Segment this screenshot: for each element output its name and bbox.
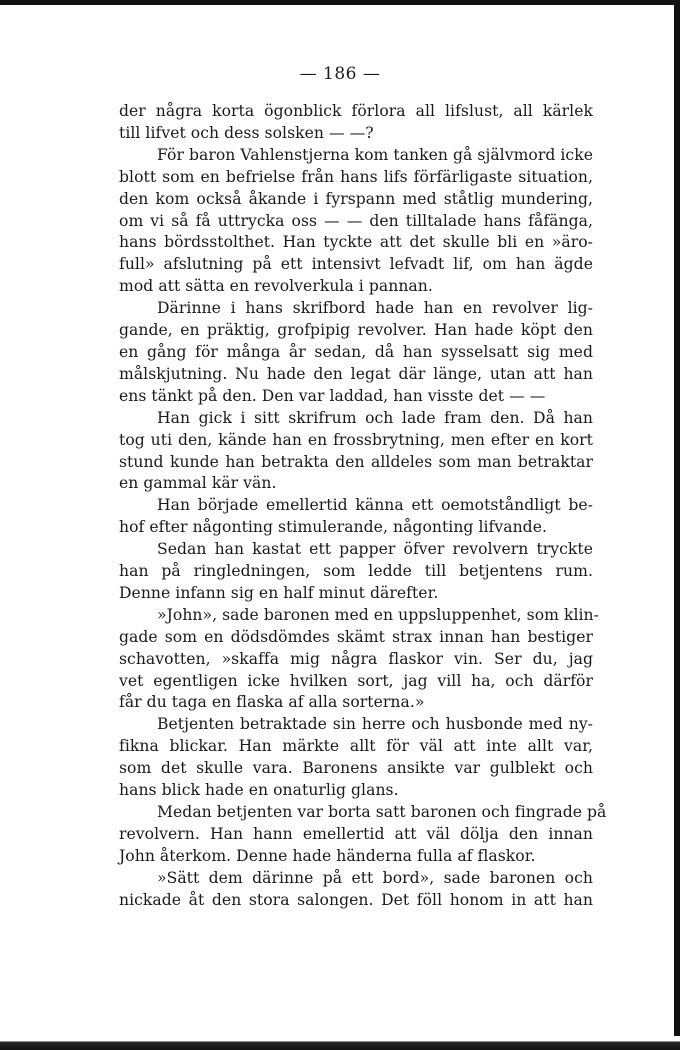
text-line: nickade åt den stora salongen. Det föll honom in att han — [119, 890, 593, 909]
paragraph — [119, 605, 599, 715]
text-line: hans blick hade en onaturlig glans. — [119, 781, 399, 800]
paragraph — [119, 714, 593, 802]
paragraph — [119, 802, 607, 868]
body-text — [119, 101, 607, 912]
page-number: — 186 — — [299, 64, 381, 84]
text-line: han på ringledningen, som ledde till betjentens rum. — [119, 562, 593, 581]
scan-border-bottom — [0, 1036, 680, 1050]
scan-border-right — [674, 0, 680, 1050]
text-line: »Sätt dem därinne på ett bord», sade baronen och — [157, 868, 593, 887]
text-line: der några korta ögonblick förlora all lifslust, all kärlek — [119, 102, 593, 120]
text-line: Han började emellertid känna ett oemotståndligt be- — [157, 496, 593, 515]
text-line: Han gick i sitt skrifrum och lade fram den. Då han — [157, 408, 593, 427]
text-line: till lifvet och dess solsken — —? — [119, 123, 374, 142]
text-line: mod att sätta en revolverkula i pannan. — [119, 277, 433, 296]
text-line: Sedan han kastat ett papper öfver revolvern tryckte — [157, 540, 593, 559]
text-line: Betjenten betraktade sin herre och husbonde med ny- — [157, 715, 593, 734]
paragraph — [119, 101, 593, 145]
text-line: målskjutning. Nu hade den legat där länge, utan att han — [119, 364, 593, 383]
scan-border-top — [0, 0, 680, 5]
paragraph — [119, 495, 593, 539]
text-line: hans bördsstolthet. Han tyckte att det skulle bli en »äro- — [119, 233, 593, 252]
text-line: schavotten, »skaffa mig några flaskor vin. Ser du, jag — [119, 649, 593, 668]
paragraph — [119, 868, 593, 912]
text-line: en gång för många år sedan, då han sysselsatt sig med — [119, 342, 593, 361]
text-line: får du taga en flaska af alla sorterna.» — [119, 693, 425, 712]
text-line: blott som en befrielse från hans lifs förfärligaste situation, — [119, 167, 593, 186]
text-line: en gammal kär vän. — [119, 474, 277, 493]
text-line: full» afslutning på ett intensivt lefvadt lif, om han ägde — [119, 255, 593, 274]
text-line: hof efter någonting stimulerande, någonting lifvande. — [119, 518, 547, 537]
text-line: John återkom. Denne hade händerna fulla af flaskor. — [119, 846, 536, 865]
text-line: den kom också åkande i fyrspann med ståtlig mundering, — [119, 189, 593, 208]
text-line: »John», sade baronen med en uppsluppenhet, som klin- — [157, 605, 599, 624]
paragraph — [119, 539, 593, 605]
text-line: ens tänkt på den. Den var laddad, han visste det — — — [119, 386, 546, 405]
text-line: Medan betjenten var borta satt baronen och fingrade på — [157, 803, 607, 821]
text-line: revolvern. Han hann emellertid att väl dölja den innan — [119, 824, 593, 843]
paragraph — [119, 145, 593, 298]
text-line: som det skulle vara. Baronens ansikte var gulblekt och — [119, 759, 593, 778]
text-line: För baron Vahlenstjerna kom tanken gå självmord icke — [157, 145, 593, 164]
text-line: vet egentligen icke hvilken sort, jag vill ha, och därför — [119, 671, 593, 690]
text-line: Därinne i hans skrifbord hade han en revolver lig- — [157, 299, 593, 318]
paragraph — [119, 298, 593, 408]
text-line: gade som en dödsdömdes skämt strax innan han bestiger — [119, 627, 593, 646]
text-line: gande, en präktig, grofpipig revolver. Han hade köpt den — [119, 321, 593, 340]
paragraph — [119, 408, 593, 496]
text-line: Denne infann sig en half minut därefter. — [119, 583, 439, 602]
text-line: om vi så få uttrycka oss — — den tilltalade hans fåfänga, — [119, 211, 593, 230]
text-line: tog uti den, kände han en frossbrytning, men efter en kort — [119, 430, 593, 449]
text-line: stund kunde han betrakta den alldeles som man betraktar — [119, 452, 593, 471]
text-line: fikna blickar. Han märkte allt för väl att inte allt var, — [119, 737, 593, 756]
